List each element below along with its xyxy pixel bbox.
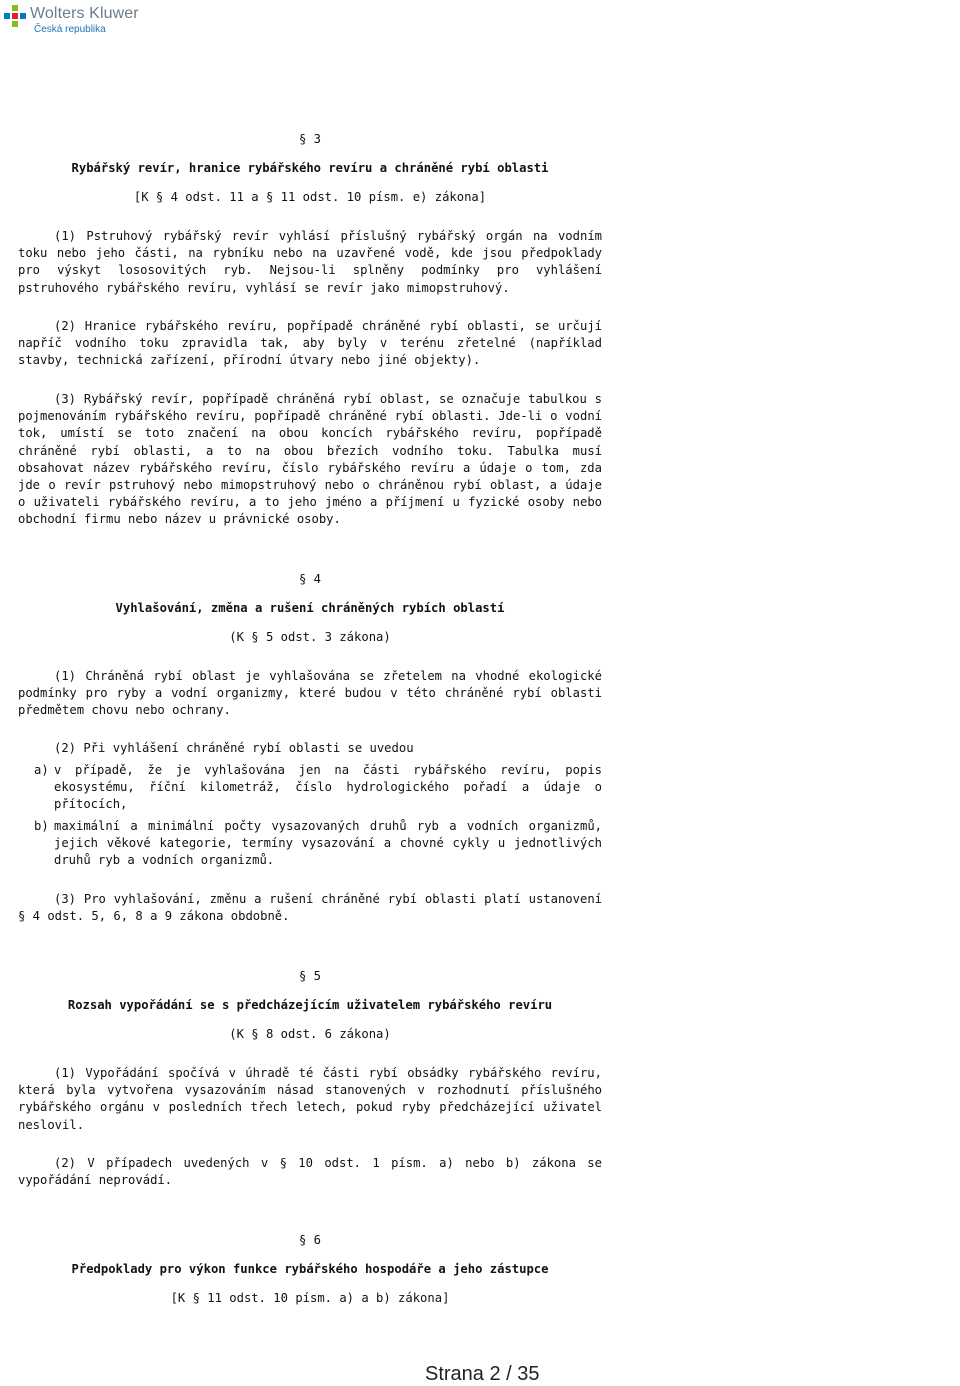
paragraph: (1) Vypořádání spočívá v úhradě té části rybí obsádky rybářského revíru, která byla vytvořena vysazováním násad stanovených v rozhodnutí příslušného rybářského orgánu v posledních třech letech, pokud ryby předcházející uživatel neslovil. <box>18 1066 602 1132</box>
list-item <box>18 818 602 870</box>
section-title: Vyhlašování, změna a rušení chráněných rybích oblastí <box>115 601 505 615</box>
section-title: Rozsah vypořádání se s předcházejícím uživatelem rybářského revíru <box>67 998 553 1012</box>
brand-subtitle: Česká republika <box>34 24 106 35</box>
wolters-kluwer-logo <box>4 4 144 36</box>
paragraph: (3) Pro vyhlašování, změnu a rušení chráněné rybí oblasti platí ustanovení § 4 odst. 5, 6, 8 a 9 zákona obdobně. <box>18 892 602 924</box>
paragraph: (3) Rybářský revír, popřípadě chráněná rybí oblast, se označuje tabulkou s pojmenováním rybářského revíru, popřípadě chráněné rybí oblasti. Jde-li o vodní tok, umístí se toto značení na obou koncích rybářského revíru, popřípadě chráněné rybí oblasti, a to na obou březích vodního toku. Tabulka musí obsahovat název rybářského revíru, číslo rybářského revíru a údaje o tom, zda jde o revír pstruhový nebo mimopstruhový nebo o chráněnou rybí oblast, a údaje o uživateli rybářského revíru, a to jeho jméno a příjmení u fyzické osoby nebo obchodní firmu nebo název u právnické osoby. <box>18 392 602 527</box>
section-reference: (K § 8 odst. 6 zákona) <box>229 1027 391 1041</box>
section-title: Předpoklady pro výkon funkce rybářského hospodáře a jeho zástupce <box>71 1262 549 1276</box>
paragraph: (2) V případech uvedených v § 10 odst. 1 písm. a) nebo b) zákona se vypořádání neprovádí. <box>18 1156 602 1188</box>
section-number: § 4 <box>298 572 321 586</box>
list-item-marker: a) <box>34 763 49 777</box>
brand-name: Wolters Kluwer <box>30 5 139 22</box>
section-title: Rybářský revír, hranice rybářského revíru a chráněné rybí oblasti <box>71 161 549 175</box>
section-number: § 5 <box>298 969 321 983</box>
paragraph: (1) Pstruhový rybářský revír vyhlásí příslušný rybářský orgán na vodním toku nebo jeho části, na rybníku nebo na uzavřené vodě, kde jsou předpoklady pro výskyt lososovitých ryb. Nejsou-li splněny podmínky pro vyhlášení pstruhového rybářského revíru, vyhlásí se revír jako mimopstruhový. <box>18 229 602 295</box>
section-reference: [K § 4 odst. 11 a § 11 odst. 10 písm. e) zákona] <box>133 190 487 204</box>
logo-mark-icon <box>4 5 26 27</box>
list-item-text: maximální a minimální počty vysazovaných druhů ryb a vodních organizmů, jejich věkové kategorie, termíny vysazování a chovné cykly u jednotlivých druhů ryb a vodních organizmů. <box>54 819 602 868</box>
page-counter: Strana 2 / 35 <box>425 1363 540 1385</box>
section-reference: (K § 5 odst. 3 zákona) <box>229 630 391 644</box>
section-number: § 6 <box>298 1233 321 1247</box>
list-item-marker: b) <box>34 819 49 833</box>
section-number: § 3 <box>298 132 321 146</box>
list-item-text: v případě, že je vyhlašována jen na části rybářského revíru, popis ekosystému, říční kilometráž, číslo hydrologického pořadí a údaje o přítocích, <box>54 763 602 812</box>
list-item <box>18 762 602 814</box>
paragraph: (2) Při vyhlášení chráněné rybí oblasti se uvedou <box>54 741 414 755</box>
paragraph: (2) Hranice rybářského revíru, popřípadě chráněné rybí oblasti, se určují napříč vodního toku zpravidla tak, aby byly v terénu zřetelné (například stavby, technická zařízení, přírodní útvary nebo jiné objekty). <box>18 319 602 368</box>
section-reference: [K § 11 odst. 10 písm. a) a b) zákona] <box>170 1291 450 1305</box>
paragraph: (1) Chráněná rybí oblast je vyhlašována se zřetelem na vhodné ekologické podmínky pro ryby a vodní organizmy, které budou v této chráněné rybí oblasti předmětem chovu nebo ochrany. <box>18 669 602 718</box>
